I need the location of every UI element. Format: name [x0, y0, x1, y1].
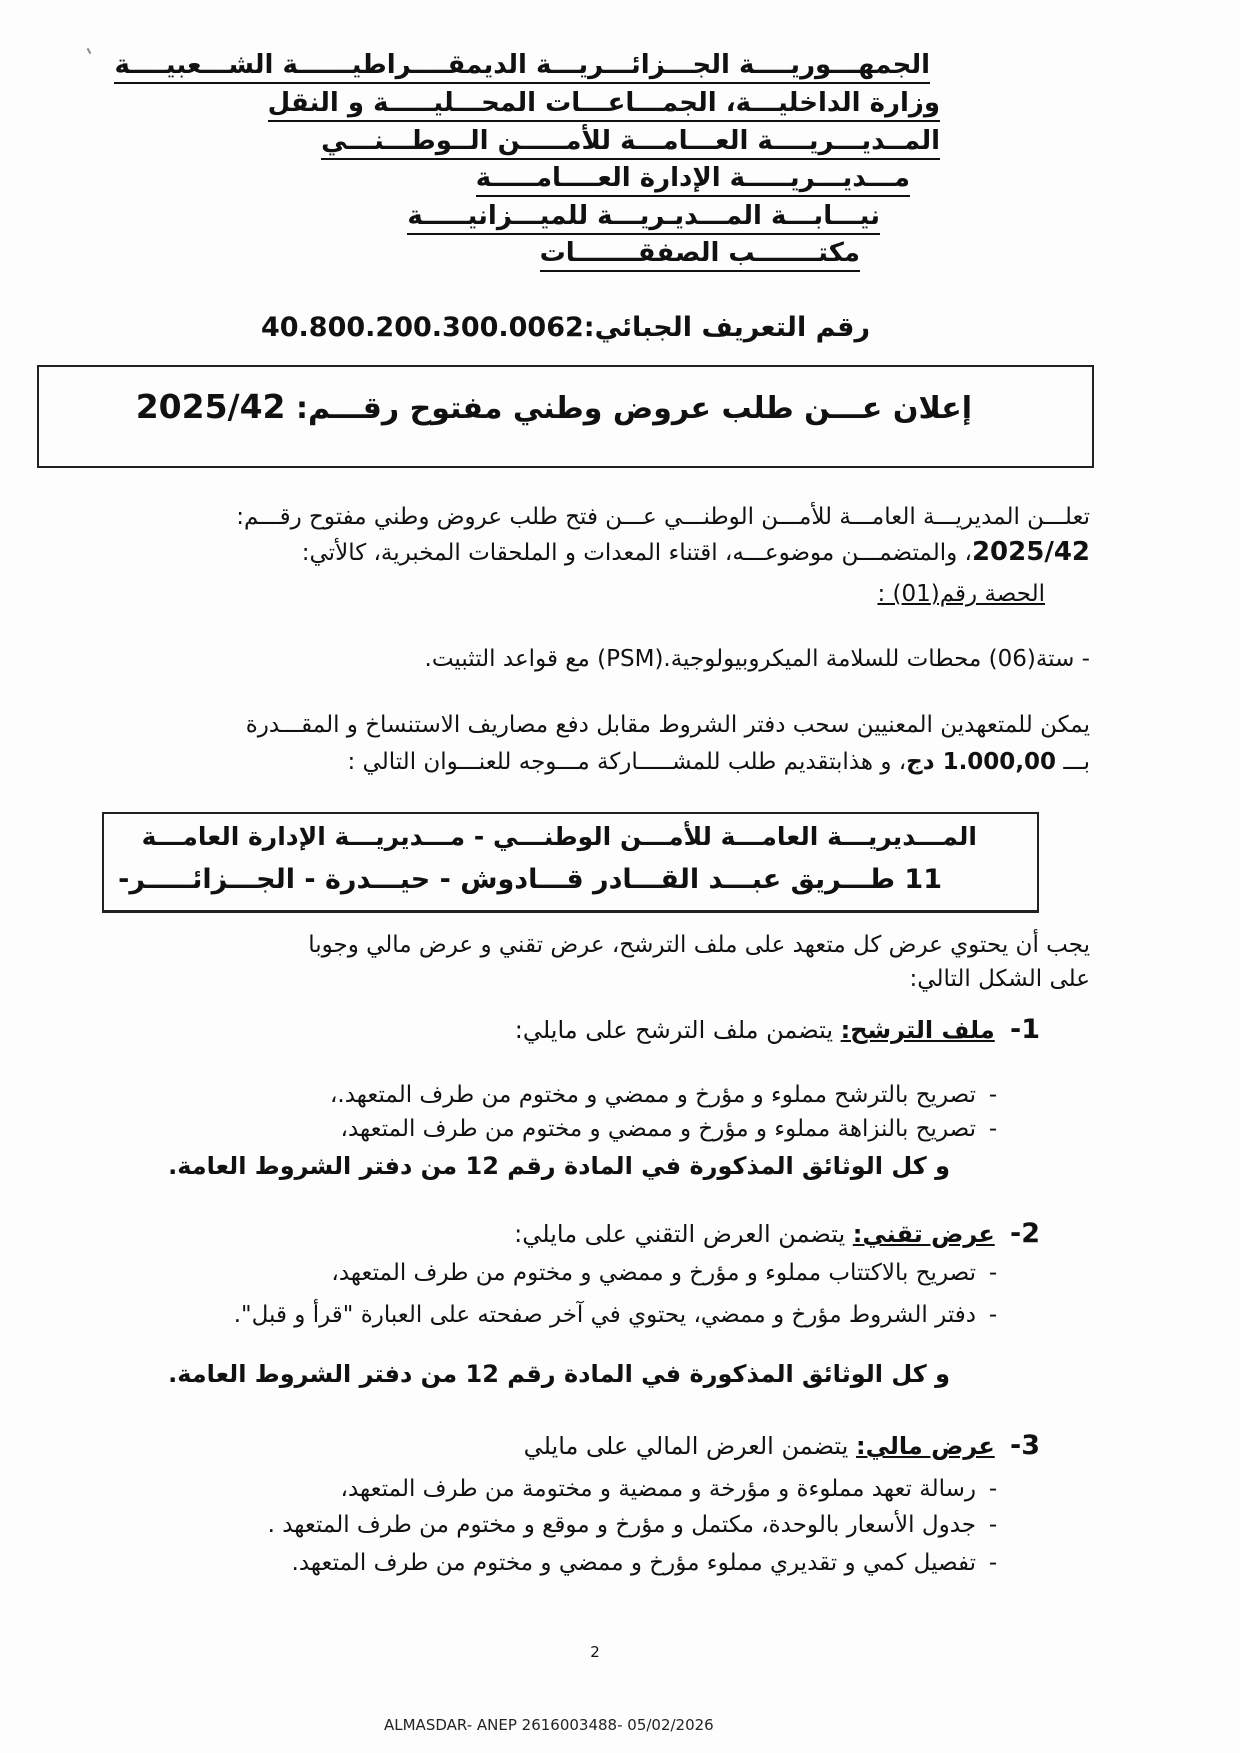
header-admin-directorate: مـــديـــريـــــة الإدارة العــــامـــــة [476, 165, 910, 191]
intro-line-2: 2025/42، والمتضمـــن موضوعـــه، اقتناء المعدات و الملحقات المخبرية، كالأتي: [301, 537, 1090, 567]
header-procurement-office: مكتـــــــب الصفقـــــــات [540, 240, 860, 266]
tax-id-value: 40.800.200.300.0062 [260, 312, 584, 343]
section-3-item-2: -جدول الأسعار بالوحدة، مكتمل و مؤرخ و موقع و مختوم من طرف المتعهد . [267, 1512, 998, 1538]
tax-id [260, 312, 870, 343]
page-number: 2 [590, 1643, 600, 1661]
header-budget-subdirectorate: نيـــابـــة المـــديـريـــة للميـــزانيـــــة [407, 203, 880, 229]
address-line-1: المـــديريـــة العامـــة للأمـــن الوطنـــي - مـــديريـــة الإدارة العامـــة [141, 822, 977, 851]
address-line-2: 11 طـــريق عبـــد القـــادر قـــادوش - حيـــدرة - الجـــزائـــــر- [118, 864, 942, 895]
header-ministry: وزارة الداخليـــة، الجمـــاعـــات المحـــليـــــة و النقل [268, 90, 940, 116]
section-1-note: و كل الوثائق المذكورة في المادة رقم 12 من دفتر الشروط العامة. [168, 1152, 950, 1180]
intro-line-1: تعلـــن المديريـــة العامـــة للأمـــن الوطنـــي عـــن فتح طلب عروض وطني مفتوح رقـــم: [236, 504, 1090, 530]
tax-id-label: رقم التعريف الجبائي: [583, 312, 870, 343]
scan-speck [87, 48, 92, 54]
section-3-item-3: -تفصيل كمي و تقديري مملوء مؤرخ و ممضي و مختوم من طرف المتعهد. [291, 1550, 998, 1576]
lot-label: الحصة رقم(01) : [877, 581, 1045, 607]
address-box [102, 812, 1039, 913]
section-2-note: و كل الوثائق المذكورة في المادة رقم 12 من دفتر الشروط العامة. [168, 1360, 950, 1388]
requirements-line-1: يجب أن يحتوي عرض كل متعهد على ملف الترشح، عرض تقني و عرض مالي وجوبا [308, 932, 1090, 958]
lot-item: - ستة(06) محطات للسلامة الميكروبيولوجية.(PSM) مع قواعد التثبيت. [424, 646, 1090, 672]
section-1-heading: 1- ملف الترشح: يتضمن ملف الترشح على مايلي: [514, 1014, 1040, 1045]
requirements-line-2: على الشكل التالي: [909, 966, 1090, 992]
section-1-item-1: -تصريح بالترشح مملوء و مؤرخ و ممضي و مختوم من طرف المتعهد.، [329, 1082, 998, 1108]
withdrawal-line-1: يمكن للمتعهدين المعنيين سحب دفتر الشروط مقابل دفع مصاريف الاستنساخ و المقـــدرة [245, 712, 1090, 738]
section-2-heading: 2- عرض تقني: يتضمن العرض التقني على مايلي: [514, 1218, 1040, 1249]
withdrawal-amount: 1.000,00 دج [906, 749, 1057, 775]
section-1-item-2: -تصريح بالنزاهة مملوء و مؤرخ و ممضي و مختوم من طرف المتعهد، [340, 1116, 998, 1142]
section-3-item-1: -رسالة تعهد مملوءة و مؤرخة و ممضية و مختومة من طرف المتعهد، [340, 1476, 998, 1502]
intro-tender-number: 2025/42 [971, 537, 1090, 567]
section-2-item-1: -تصريح بالاكتتاب مملوء و مؤرخ و ممضي و مختوم من طرف المتعهد، [331, 1260, 998, 1286]
announcement-title-box [37, 365, 1094, 468]
header-dgsn: المــديـــريــــة العـــامـــة للأمـــــن الــوطـــنـــي [321, 128, 940, 154]
withdrawal-line-2: بـــ 1.000,00 دج، و هذابتقديم طلب للمشـــــاركة مـــوجه للعنـــوان التالي : [347, 749, 1090, 775]
section-3-heading: 3- عرض مالي: يتضمن العرض المالي على مايلي [523, 1430, 1040, 1461]
publication-footer: ALMASDAR- ANEP 2616003488- 05/02/2026 [384, 1716, 714, 1734]
announcement-title: إعلان عـــن طلب عروض وطني مفتوح رقـــم: 2025/42 [135, 387, 972, 426]
header-republic: الجمهـــوريــــة الجـــزائـــريـــة الديمقــــراطيــــــة الشـــعبيــــة [114, 52, 930, 78]
tender-number: 2025/42 [135, 387, 286, 426]
section-2-item-2: -دفتر الشروط مؤرخ و ممضي، يحتوي في آخر صفحته على العبارة "قرأ و قبل". [233, 1302, 998, 1328]
